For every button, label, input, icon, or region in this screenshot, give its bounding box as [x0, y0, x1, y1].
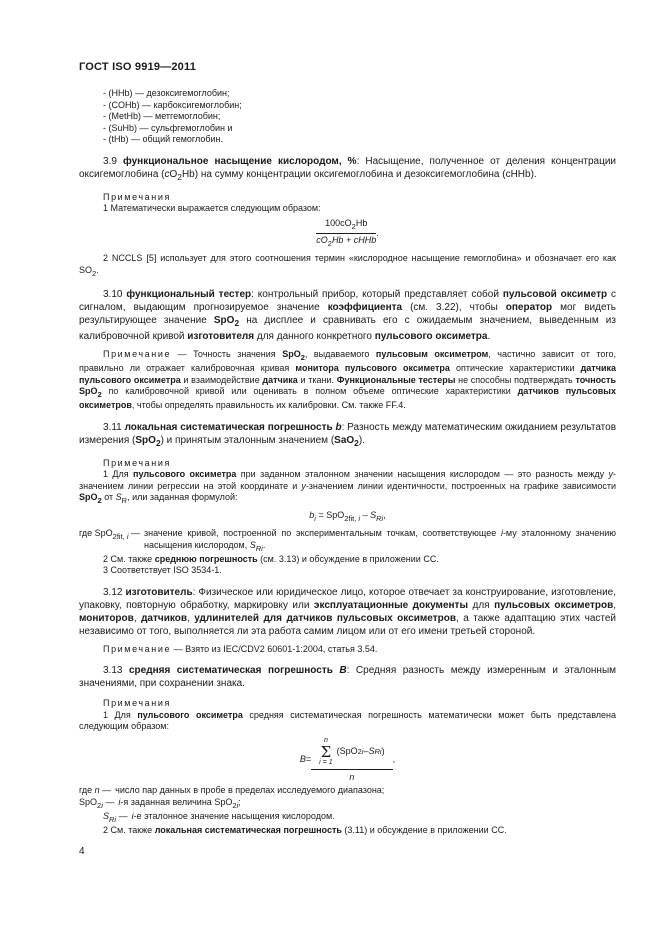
fraction: $\frac{100cO_2Hb}{cO_2Hb + cHHb}$ — [316, 217, 377, 248]
list-item: - (MetHb) — метгемоглобин; — [103, 111, 221, 121]
list-item: - (COHb) — карбоксигемоглобин; — [103, 99, 242, 110]
note: 2 См. также среднюю погрешность (см. 3.13) и обсуждение в приложении CC. — [103, 553, 439, 564]
note: 1 Математически выражается следующим образом: — [103, 203, 321, 213]
note: 1 Для пульсового оксиметра при заданном эталонном значении насыщения кислородом — это разность между y-значением линии регрессии на этой координате и y-значением линии идентичности, построенных на графике зависимости SpO$_2$ от $S_R$, или заданная формулой: — [79, 469, 617, 506]
hemoglobin-list — [79, 88, 616, 146]
note-3-12: Примечание — Взято из IEC/CDV2 60601-1:2004, статья 3.54. — [103, 643, 378, 654]
list-item: - (HHb) — дезоксигемоглобин; — [103, 88, 230, 98]
term: функциональное насыщение кислородом — [122, 155, 339, 167]
formula-3-11: $b_i = SpO_{2fit, i} - S_{Ri}$, — [309, 509, 386, 523]
term: средняя систематическая погрешность — [128, 665, 340, 677]
note: 2 См. также локальная систематическая погрешность (3.11) и обсуждение в приложении CC. — [103, 825, 507, 836]
term: изготовитель — [125, 586, 193, 598]
notes-heading: Примечания — [103, 698, 171, 709]
definition-3-9: 3.9 функциональное насыщение кислородом, %: Насыщение, полученное от деления концентрации оксигемоглобина $(cO_2Hb)$ на сумму концентрации оксигемоглобина и дезоксигемоглобина (cHHb). — [79, 155, 617, 182]
definition-3-12: 3.12 изготовитель: Физическое или юридическое лицо, которое отвечает за конструирование, изготовление, упаковку, повторную обработку, маркировку или эксплуатационные документы для пульсовых оксиметров, мониторов, датчиков, удлинителей для датчиков пульсовых оксиметров, а также адаптацию этих частей независимо от того, выполняется ли эта работа самим лицом или от его имени третьей стороной. — [79, 586, 616, 637]
where-clause: где n — число пар данных в пробе в пределах исследуемого диапазона; — [79, 785, 385, 796]
note: 2 NCCLS [5] использует для этого соотношения термин «кислородное насыщение гемоглобина» и обозначает его как $SO_2$. — [79, 253, 616, 278]
definition-3-11: 3.11 локальная систематическая погрешность b: Разность между математическим ожиданием результатов измерения (SpO$_2$) и принятым эталонным значением (SaO$_2$). — [79, 421, 617, 448]
note-3-10: Примечание — Точность значения SpO$_2$, выдаваемого пульсовым оксиметром, частично зависит от того, правильно ли отражает калибровочная кривая монитора пульсового оксиметра оптические характеристики датчика пульсового оксиметра и взаимодействие датчика и ткани. Функциональные тестеры не способны подтверждать точность SpO$_2$ по калибровочной кривой или оценивать в полном объеме оптические характеристики датчиков пульсовых оксиметров, чтобы определять правильность их калибровки. См. также FF.4. — [79, 348, 616, 411]
where-clause: $S_{Ri}$ — i-е эталонное значение насыщения кислородом. — [103, 811, 335, 824]
note: 1 Для пульсового оксиметра средняя систематическая погрешность математически может быть представлена следующим образом: — [79, 709, 616, 732]
notes-heading: Примечания — [103, 191, 171, 202]
term: функциональный тестер — [126, 288, 252, 300]
where-clause: где SpO$_{2fit, i}$ — значение кривой, построенной по экспериментальным точкам, соответствующее i-му эталонному значению насыщения кислородом, $S_{Ri}$. — [79, 528, 616, 553]
fraction: n Σ i = 1 (SpO 2i – S Ri ) n — [311, 737, 392, 784]
formula-3-13: B = n Σ i = 1 (SpO 2i – S Ri ) n , — [299, 736, 396, 782]
term: локальная систематическая погрешность — [124, 421, 336, 433]
list-item: - (tHb) — общий гемоглобин. — [103, 134, 223, 144]
page-number: 4 — [79, 846, 85, 857]
list-item: - (SuHb) — сульфгемоглобин и — [103, 122, 233, 133]
note: 3 Соответствует ISO 3534-1. — [103, 565, 222, 576]
notes-heading: Примечания — [103, 457, 171, 468]
formula-3-9: $\frac{100cO_2Hb}{cO_2Hb + cHHb}$ . — [316, 217, 379, 248]
definition-3-13: 3.13 средняя систематическая погрешность B: Средняя разность между измеренным и эталонным значениями, при сохранении знака. — [79, 665, 617, 690]
summation-symbol: n Σ i = 1 — [319, 736, 333, 766]
document-body — [79, 88, 616, 837]
where-clause: SpO$_{2i}$ — i-я заданная величина SpO$_{2i}$; — [79, 796, 241, 810]
definition-3-10: 3.10 функциональный тестер: контрольный прибор, который представляет собой пульсовой оксиметр с сигналом, выдающим прогнозируемое значение коэффициента (см. 3.22), чтобы оператор мог видеть результирующее значение SpO$_2$ на дисплее и сравнивать его с ожидаемым значением, выведенным из калибровочной кривой изготовителя для данного конкретного пульсового оксиметра. — [79, 288, 616, 342]
document-header: ГОСТ ISO 9919—2011 — [79, 61, 197, 73]
